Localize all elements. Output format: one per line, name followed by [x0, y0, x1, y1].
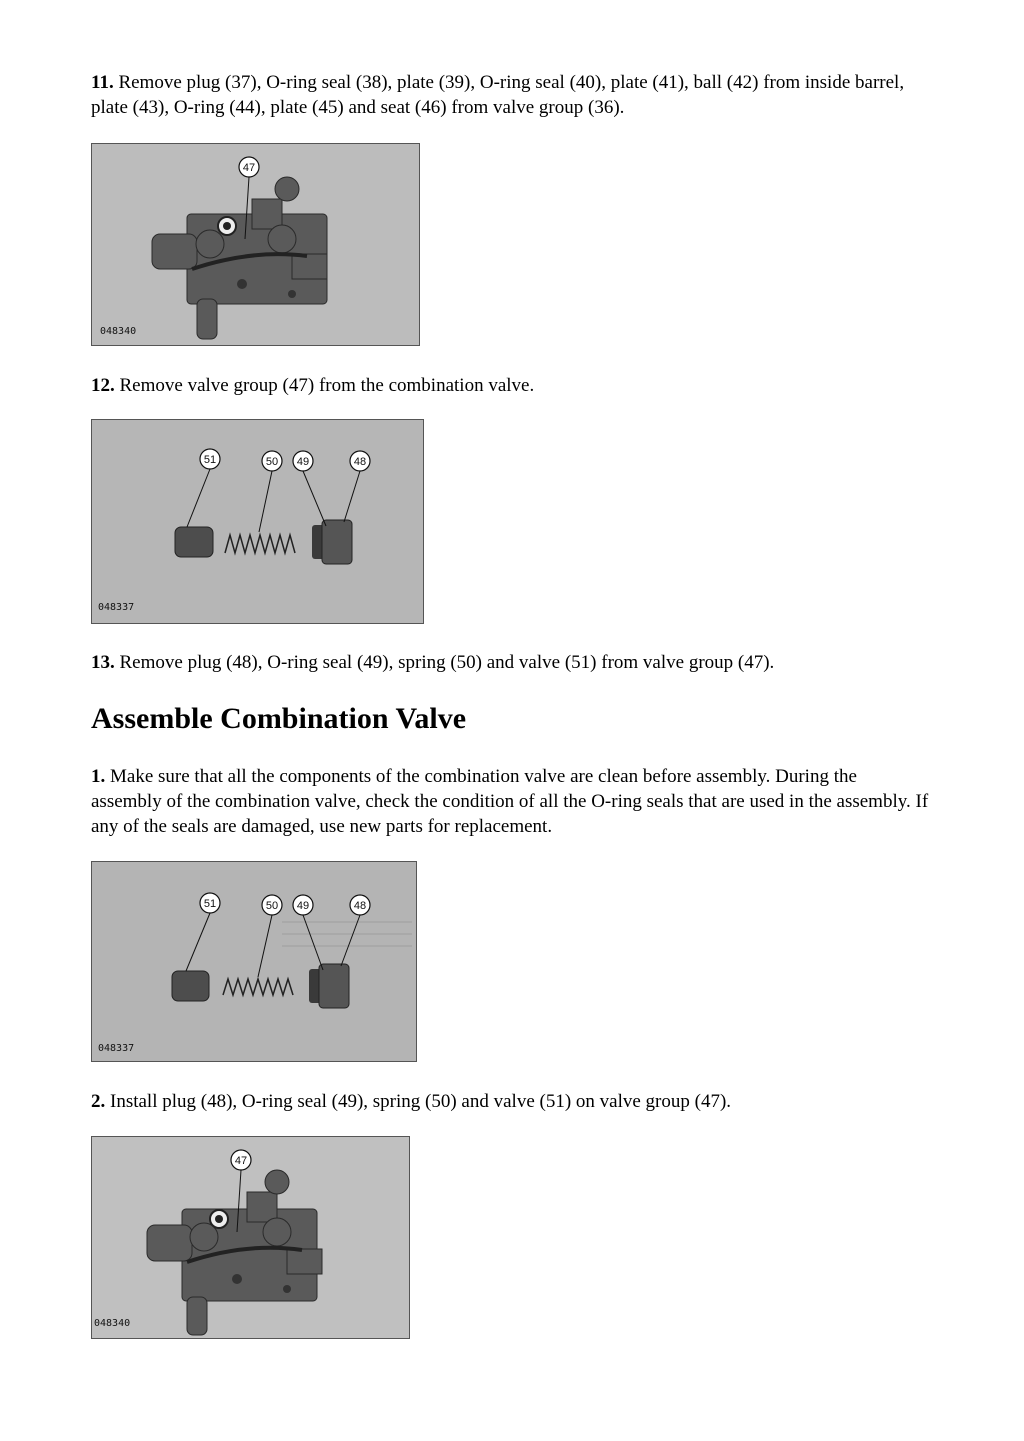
callout-label: 49 [296, 456, 310, 468]
figure-id: 048340 [100, 326, 137, 337]
figure-parts-photo [91, 419, 424, 624]
assembly-step-2-paragraph [91, 1089, 931, 1114]
step-number: 11. [91, 72, 114, 93]
callout-label: 50 [265, 456, 279, 468]
figure-parts-photo [91, 861, 417, 1062]
step-number: 13. [91, 652, 115, 673]
step-number: 1. [91, 766, 106, 787]
callout-label: 51 [203, 898, 217, 910]
callout-label: 50 [265, 900, 279, 912]
step-number: 2. [91, 1091, 106, 1112]
figure-id: 048337 [98, 1043, 135, 1054]
figure-valve-group-photo [91, 143, 420, 346]
callout-label: 49 [296, 900, 310, 912]
callout-label: 48 [353, 456, 367, 468]
callout-label: 48 [353, 900, 367, 912]
step-text: Remove plug (48), O-ring seal (49), spring (50) and valve (51) from valve group (47). [114, 652, 775, 673]
step-text: Make sure that all the components of the combination valve are clean before assembly. During the assembly of the combination valve, check the condition of all the O-ring seals that are used in the assembly. If any of the seals are damaged, use new parts for replacement. [91, 766, 929, 837]
callout-label: 47 [242, 162, 256, 174]
step-11-paragraph [91, 70, 931, 120]
callout-label: 47 [234, 1155, 248, 1167]
section-heading: Assemble Combination Valve [91, 702, 467, 735]
figure-id: 048340 [94, 1318, 131, 1329]
step-text: Remove valve group (47) from the combination valve. [114, 375, 535, 396]
callout-label: 51 [203, 454, 217, 466]
figure-id: 048337 [98, 602, 135, 613]
figure-valve-group-photo [91, 1136, 410, 1339]
step-13-paragraph [91, 650, 931, 675]
assembly-step-1-paragraph [91, 764, 931, 839]
step-text: Install plug (48), O-ring seal (49), spring (50) and valve (51) on valve group (47). [105, 1091, 732, 1112]
step-12-paragraph [91, 373, 931, 398]
step-number: 12. [91, 375, 115, 396]
step-text: Remove plug (37), O-ring seal (38), plate (39), O-ring seal (40), plate (41), ball (42) from inside barrel, plate (43), O-ring (44), plate (45) and seat (46) from valve group (36). [91, 72, 905, 118]
